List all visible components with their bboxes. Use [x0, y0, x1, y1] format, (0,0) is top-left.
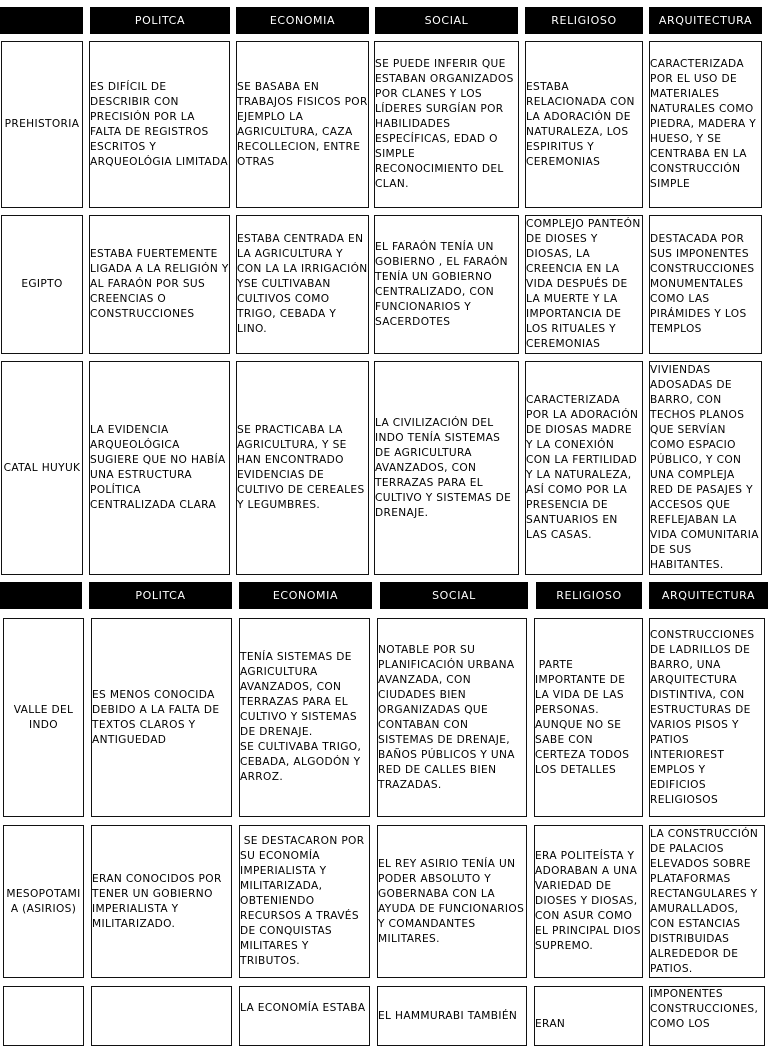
- cell-indo-social: [377, 618, 527, 817]
- cell-indo-economia: [239, 618, 370, 817]
- cell-egipto-arquitectura: [649, 215, 762, 354]
- cell-meso-politica: [91, 825, 232, 978]
- cell-catal-economia: [236, 361, 369, 575]
- table2-header-politica: POLITCA: [89, 582, 232, 609]
- cell-text: VIVIENDAS ADOSADAS DE BARRO, CON TECHOS PLANOS QUE SERVÍAN COMO ESPACIO PÚBLICO, Y CON UNA COMPLEJA RED DE PASAJES Y ACCESOS QUE REFLEJABAN LA VIDA COMUNITARIA DE SUS HABITANTES.: [650, 364, 759, 571]
- cell-catal-social: [374, 361, 519, 575]
- cell-text: ESTABA RELACIONADA CON LA ADORACIÓN DE NATURALEZA, LOS ESPIRITUS Y CEREMONIAS: [526, 80, 635, 168]
- table1-header-politica: POLITCA: [90, 7, 230, 34]
- cell-egipto-social: [374, 215, 519, 354]
- cell-indo-religioso: [534, 618, 643, 817]
- cell-catal-arquitectura: [649, 361, 762, 575]
- cell-indo-politica: [91, 618, 232, 817]
- cell-text: EL FARAÓN TENÍA UN GOBIERNO , EL FARAÓN TENÍA UN GOBIERNO CENTRALIZADO, CON FUNCIONARIOS Y SACERDOTES: [375, 240, 508, 328]
- row-label-text: VALLE DEL INDO: [13, 703, 74, 731]
- row-label-partial: [3, 986, 84, 1046]
- cell-text: NOTABLE POR SU PLANIFICACIÓN URBANA AVANZADA, CON CIUDADES BIEN ORGANIZADAS QUE CONTABAN CON SISTEMAS DE DRENAJE, BAÑOS PÚBLICOS Y UNA RED DE CALLES BIEN TRAZADAS.: [378, 643, 515, 791]
- cell-meso-social: [377, 825, 527, 978]
- cell-text: ES DIFÍCIL DE DESCRIBIR CON PRECISIÓN POR LA FALTA DE REGISTROS ESCRITOS Y ARQUEOLÓGIA LIMITADA: [90, 80, 228, 168]
- cell-meso-religioso: [534, 825, 643, 978]
- row-label-egipto: [1, 215, 83, 354]
- cell-text: ES MENOS CONOCIDA DEBIDO A LA FALTA DE TEXTOS CLAROS Y ANTIGUEDAD: [92, 688, 220, 746]
- cell-text: TENÍA SISTEMAS DE AGRICULTURA AVANZADOS, CON TERRAZAS PARA EL CULTIVO Y SISTEMAS DE DRENAJE. SE CULTIVABA TRIGO, CEBADA, ALGODÓN Y ARROZ.: [240, 651, 362, 783]
- table1-header-corner: [0, 7, 83, 34]
- cell-partial-religioso: [534, 986, 643, 1046]
- cell-text: LA CIVILIZACIÓN DEL INDO TENÍA SISTEMAS DE AGRICULTURA AVANZADOS, CON TERRAZAS PARA EL CULTIVO Y SISTEMAS DE DRENAJE.: [375, 416, 512, 519]
- cell-text: COMPLEJO PANTEÓN DE DIOSES Y DIOSAS, LA CREENCIA EN LA VIDA DESPUÉS DE LA MUERTE Y LA IMPORTANCIA DE LOS RITUALES Y CEREMONIAS: [526, 218, 641, 350]
- row-label-valle-del-indo: [3, 618, 84, 817]
- row-label-text: MESOPOTAMIA (ASIRIOS): [6, 887, 81, 915]
- table2-header-arquitectura: ARQUITECTURA: [649, 582, 768, 609]
- cell-indo-arquitectura: [649, 618, 765, 817]
- row-label-prehistoria: [1, 41, 83, 208]
- cell-prehistoria-arquitectura: [649, 41, 762, 208]
- row-label-mesopotamia: [3, 825, 84, 978]
- cell-text: IMPONENTES CONSTRUCCIONES, COMO LOS: [650, 988, 759, 1030]
- cell-text: ERAN CONOCIDOS POR TENER UN GOBIERNO IMPERIALISTA Y MILITARIZADO.: [92, 872, 222, 930]
- cell-text: ERAN: [535, 1018, 566, 1030]
- table2-header-corner: [0, 582, 82, 609]
- cell-partial-politica: [91, 986, 232, 1046]
- cell-catal-religioso: [525, 361, 643, 575]
- cell-text: SE PUEDE INFERIR QUE ESTABAN ORGANIZADOS POR CLANES Y LOS LÍDERES SURGÍAN POR HABILIDADES ESPECÍFICAS, EDAD O SIMPLE RECONOCIMIENTO DEL CLAN.: [375, 58, 514, 190]
- cell-text: EL HAMMURABI TAMBIÉN: [378, 1010, 518, 1022]
- table1-header-arquitectura: ARQUITECTURA: [649, 7, 762, 34]
- cell-prehistoria-economia: [236, 41, 369, 208]
- cell-prehistoria-religioso: [525, 41, 643, 208]
- cell-egipto-politica: [89, 215, 230, 354]
- cell-text: SE DESTACARON POR SU ECONOMÍA IMPERIALISTA Y MILITARIZADA, OBTENIENDO RECURSOS A TRAVÉS DE CONQUISTAS MILITARES Y TRIBUTOS.: [240, 835, 369, 967]
- cell-text: ESTABA FUERTEMENTE LIGADA A LA RELIGIÓN Y AL FARAÓN POR SUS CREENCIAS O CONSTRUCCIONES: [90, 248, 229, 320]
- cell-egipto-economia: [236, 215, 369, 354]
- table1-header-religioso: RELIGIOSO: [525, 7, 643, 34]
- cell-text: LA CONSTRUCCIÓN DE PALACIOS ELEVADOS SOBRE PLATAFORMAS RECTANGULARES Y AMURALLADOS, CON ESTANCIAS DISTRIBUIDAS ALREDEDOR DE PATIOS.: [650, 827, 759, 975]
- cell-catal-politica: [89, 361, 230, 575]
- cell-text: CARACTERIZADA POR LA ADORACIÓN DE DIOSAS MADRE Y LA CONEXIÓN CON LA FERTILIDAD Y LA NATURALEZA, ASÍ COMO POR LA PRESENCIA DE SANTUARIOS EN LAS CASAS.: [526, 394, 639, 541]
- cell-prehistoria-social: [374, 41, 519, 208]
- cell-prehistoria-politica: [89, 41, 230, 208]
- cell-partial-social: [377, 986, 527, 1046]
- cell-text: SE BASABA EN TRABAJOS FISICOS POR EJEMPLO LA AGRICULTURA, CAZA RECOLLECION, ENTRE OTRAS: [237, 80, 368, 168]
- cell-text: ERA POLITEÍSTA Y ADORABAN A UNA VARIEDAD DE DIOSES Y DIOSAS, CON ASUR COMO EL PRINCIPAL DIOS SUPREMO.: [535, 850, 641, 952]
- cell-meso-arquitectura: [649, 825, 765, 978]
- cell-partial-arquitectura: [649, 986, 765, 1046]
- table1-header-economia: ECONOMIA: [236, 7, 369, 34]
- table2-header-social: SOCIAL: [380, 582, 528, 609]
- cell-text: EL REY ASIRIO TENÍA UN PODER ABSOLUTO Y GOBERNABA CON LA AYUDA DE FUNCIONARIOS Y COMANDANTES MILITARES.: [378, 857, 525, 945]
- cell-text: ESTABA CENTRADA EN LA AGRICULTURA Y CON LA LA IRRIGACIÓN YSE CULTIVABAN CULTIVOS COMO TRIGO, CEBADA Y LINO.: [237, 233, 368, 335]
- cell-meso-economia: [239, 825, 370, 978]
- cell-text: CARACTERIZADA POR EL USO DE MATERIALES NATURALES COMO PIEDRA, MADERA Y HUESO, Y SE CENTRABA EN LA CONSTRUCCIÓN SIMPLE: [650, 58, 757, 190]
- table2-header-economia: ECONOMIA: [239, 582, 372, 609]
- table2-header-religioso: RELIGIOSO: [536, 582, 642, 609]
- cell-egipto-religioso: [525, 215, 643, 354]
- cell-text: PARTE IMPORTANTE DE LA VIDA DE LAS PERSONAS. AUNQUE NO SE SABE CON CERTEZA TODOS LOS DETALLES: [535, 658, 634, 776]
- row-label-text: EGIPTO: [21, 278, 63, 290]
- cell-text: DESTACADA POR SUS IMPONENTES CONSTRUCCIONES MONUMENTALES COMO LAS PIRÁMIDES Y LOS TEMPLOS: [650, 233, 755, 335]
- cell-text: LA EVIDENCIA ARQUEOLÓGICA SUGIERE QUE NO HABÍA UNA ESTRUCTURA POLÍTICA CENTRALIZADA CLARA: [90, 424, 226, 511]
- row-label-catal-huyuk: [1, 361, 83, 575]
- cell-text: SE PRACTICABA LA AGRICULTURA, Y SE HAN ENCONTRADO EVIDENCIAS DE CULTIVO DE CEREALES Y LEGUMBRES.: [237, 424, 365, 511]
- row-label-text: CATAL HUYUK: [3, 461, 81, 474]
- table1-header-social: SOCIAL: [375, 7, 518, 34]
- row-label-text: PREHISTORIA: [4, 118, 80, 130]
- cell-partial-economia: [239, 986, 370, 1046]
- cell-text: CONSTRUCCIONES DE LADRILLOS DE BARRO, UNA ARQUITECTURA DISTINTIVA, CON ESTRUCTURAS DE VARIOS PISOS Y PATIOS INTERIOREST EMPLOS Y EDIFICIOS RELIGIOSOS: [650, 628, 755, 806]
- cell-text: LA ECONOMÍA ESTABA: [240, 1002, 366, 1014]
